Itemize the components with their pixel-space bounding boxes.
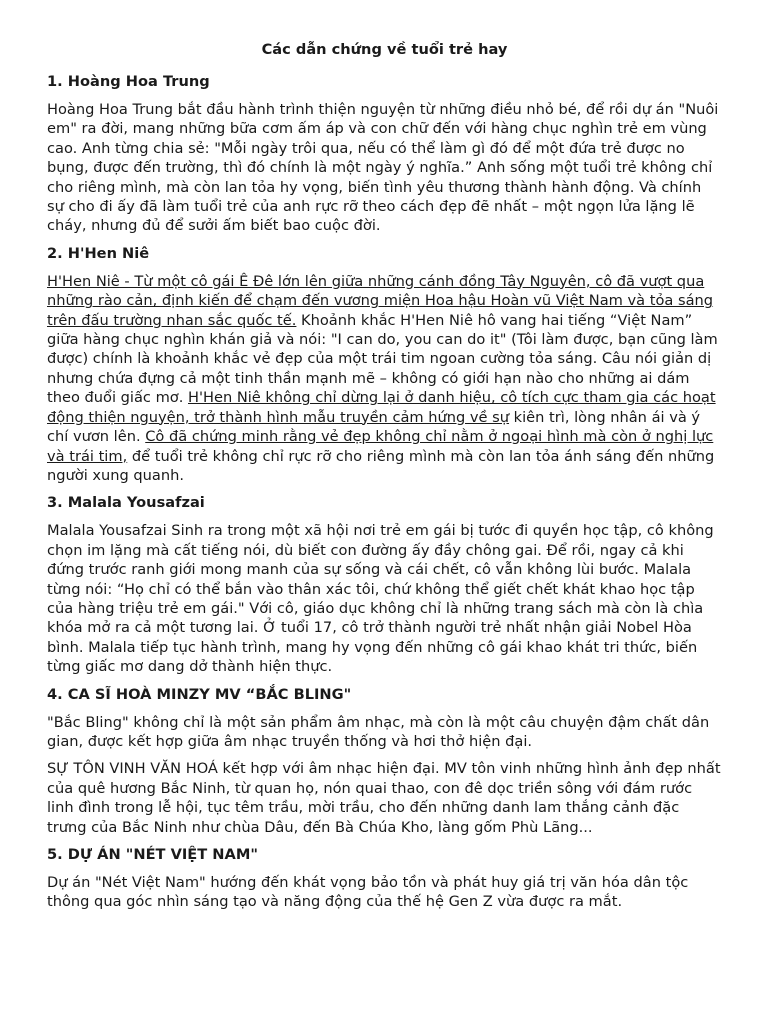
section-heading-1: 1. Hoàng Hoa Trung [47, 73, 210, 90]
section-heading-3: 3. Malala Yousafzai [47, 494, 205, 512]
section-paragraph-3: Malala Yousafzai Sinh ra trong một xã hội nơi trẻ em gái bị tước đi quyền học tập, cô không chọn im lặng mà cất tiếng nói, dù biết con đường ấy đầy chông gai. Để rồi, ngay cả khi đứng trước ranh giới mong manh của sự sống và cái chết, cô vẫn không lùi bước. Malala từng nói: “Họ chỉ có thể bắn vào thân xác tôi, chứ không thể giết chết khát khao học tập của hàng triệu trẻ em gái." Với cô, giáo dục không chỉ là những trang sách mà còn là chìa khóa mở ra cả một tương lai. Ở tuổi 17, cô trở thành người trẻ nhất nhận giải Nobel Hòa bình. Malala tiếp tục hành trình, mang hy vọng đến những cô gái khao khát tri thức, biến từng giấc mơ dang dở thành hiện thực. [47, 522, 714, 676]
section-heading-4: 4. CA SĨ HOÀ MINZY MV “BẮC BLING" [47, 685, 352, 703]
document-title: Các dẫn chứng về tuổi trẻ hay [261, 41, 508, 58]
section-paragraph-4a: "Bắc Bling" không chỉ là một sản phẩm âm nhạc, mà còn là một câu chuyện đậm chất dân gian, được kết hợp giữa âm nhạc truyền thống và hơi thở hiện đại. [47, 713, 710, 750]
section-paragraph-5: Dự án "Nét Việt Nam" hướng đến khát vọng bảo tồn và phát huy giá trị văn hóa dân tộc thông qua góc nhìn sáng tạo và năng động của thế hệ Gen Z vừa được ra mắt. [47, 874, 689, 911]
body-text: để tuổi trẻ không chỉ rực rỡ cho riêng mình mà còn lan tỏa ánh sáng đến những người xung quanh. [47, 447, 715, 484]
section-paragraph-1: Hoàng Hoa Trung bắt đầu hành trình thiện nguyện từ những điều nhỏ bé, để rồi dự án "Nuôi em" ra đời, mang những bữa cơm ấm áp và con chữ đến với hàng chục nghìn trẻ em vùng cao. Anh từng chia sẻ: "Mỗi ngày trôi qua, nếu có thể làm gì đó để một đứa trẻ được no bụng, được đến trường, thì đó chính là một ngày ý nghĩa.” Anh sống một tuổi trẻ không chỉ cho riêng mình, mà còn lan tỏa hy vọng, biến tình yêu thương thành hành động. Và chính sự cho đi ấy đã làm tuổi trẻ của anh rực rỡ theo cách đẹp đẽ nhất – một ngọn lửa lặng lẽ cháy, nhưng đủ để sưởi ấm biết bao cuộc đời. [47, 101, 719, 235]
body-text: Khoảnh khắc H'Hen Niê hô vang hai tiếng “Việt Nam” giữa hàng chục nghìn khán giả và nói: "I can do, you can do it" (Tôi làm được, bạn cũng làm được) chính là khoảnh khắc vẻ đẹp của một trái tim ngoan cường tỏa sáng. Câu nói giản dị nhưng chứa đựng cả một tinh thần mạnh mẽ – không có giới hạn nào cho những ai dám theo đuổi giấc mơ. [47, 311, 718, 407]
section-paragraph-4b: SỰ TÔN VINH VĂN HOÁ kết hợp với âm nhạc hiện đại. MV tôn vinh những hình ảnh đẹp nhất của quê hương Bắc Ninh, từ quan họ, nón quai thao, con đê dọc triền sông với đám rước linh đình trong lễ hội, tục têm trầu, mời trầu, cho đến những danh lam thắng cảnh đặc trưng của Bắc Ninh như chùa Dâu, đến Bà Chúa Kho, làng gốm Phù Lãng... [47, 760, 721, 836]
underlined-text: H'Hen Niê - Từ một cô gái Ê Đê lớn lên giữa những cánh đồng Tây Nguyên, cô đã vượt qua những rào cản, định kiến để chạm đến vương miện Hoa hậu Hoàn vũ Việt Nam và tỏa sáng trên đấu trường nhan sắc quốc tế. [47, 272, 714, 329]
underlined-text: Cô đã chứng minh rằng vẻ đẹp không chỉ nằm ở ngoại hình mà còn ở nghị lực và trái tim, [47, 428, 714, 465]
section-heading-2: 2. H'Hen Niê [47, 244, 150, 262]
section-paragraph-2 [47, 272, 722, 485]
body-text: kiên trì, lòng nhân ái và ý chí vươn lên. [47, 408, 701, 446]
underlined-text: H'Hen Niê không chỉ dừng lại ở danh hiệu, cô tích cực tham gia các hoạt động thiện nguyện, trở thành hình mẫu truyền cảm hứng về sự [47, 389, 716, 426]
section-heading-5: 5. DỰ ÁN "NÉT VIỆT NAM" [47, 846, 258, 863]
